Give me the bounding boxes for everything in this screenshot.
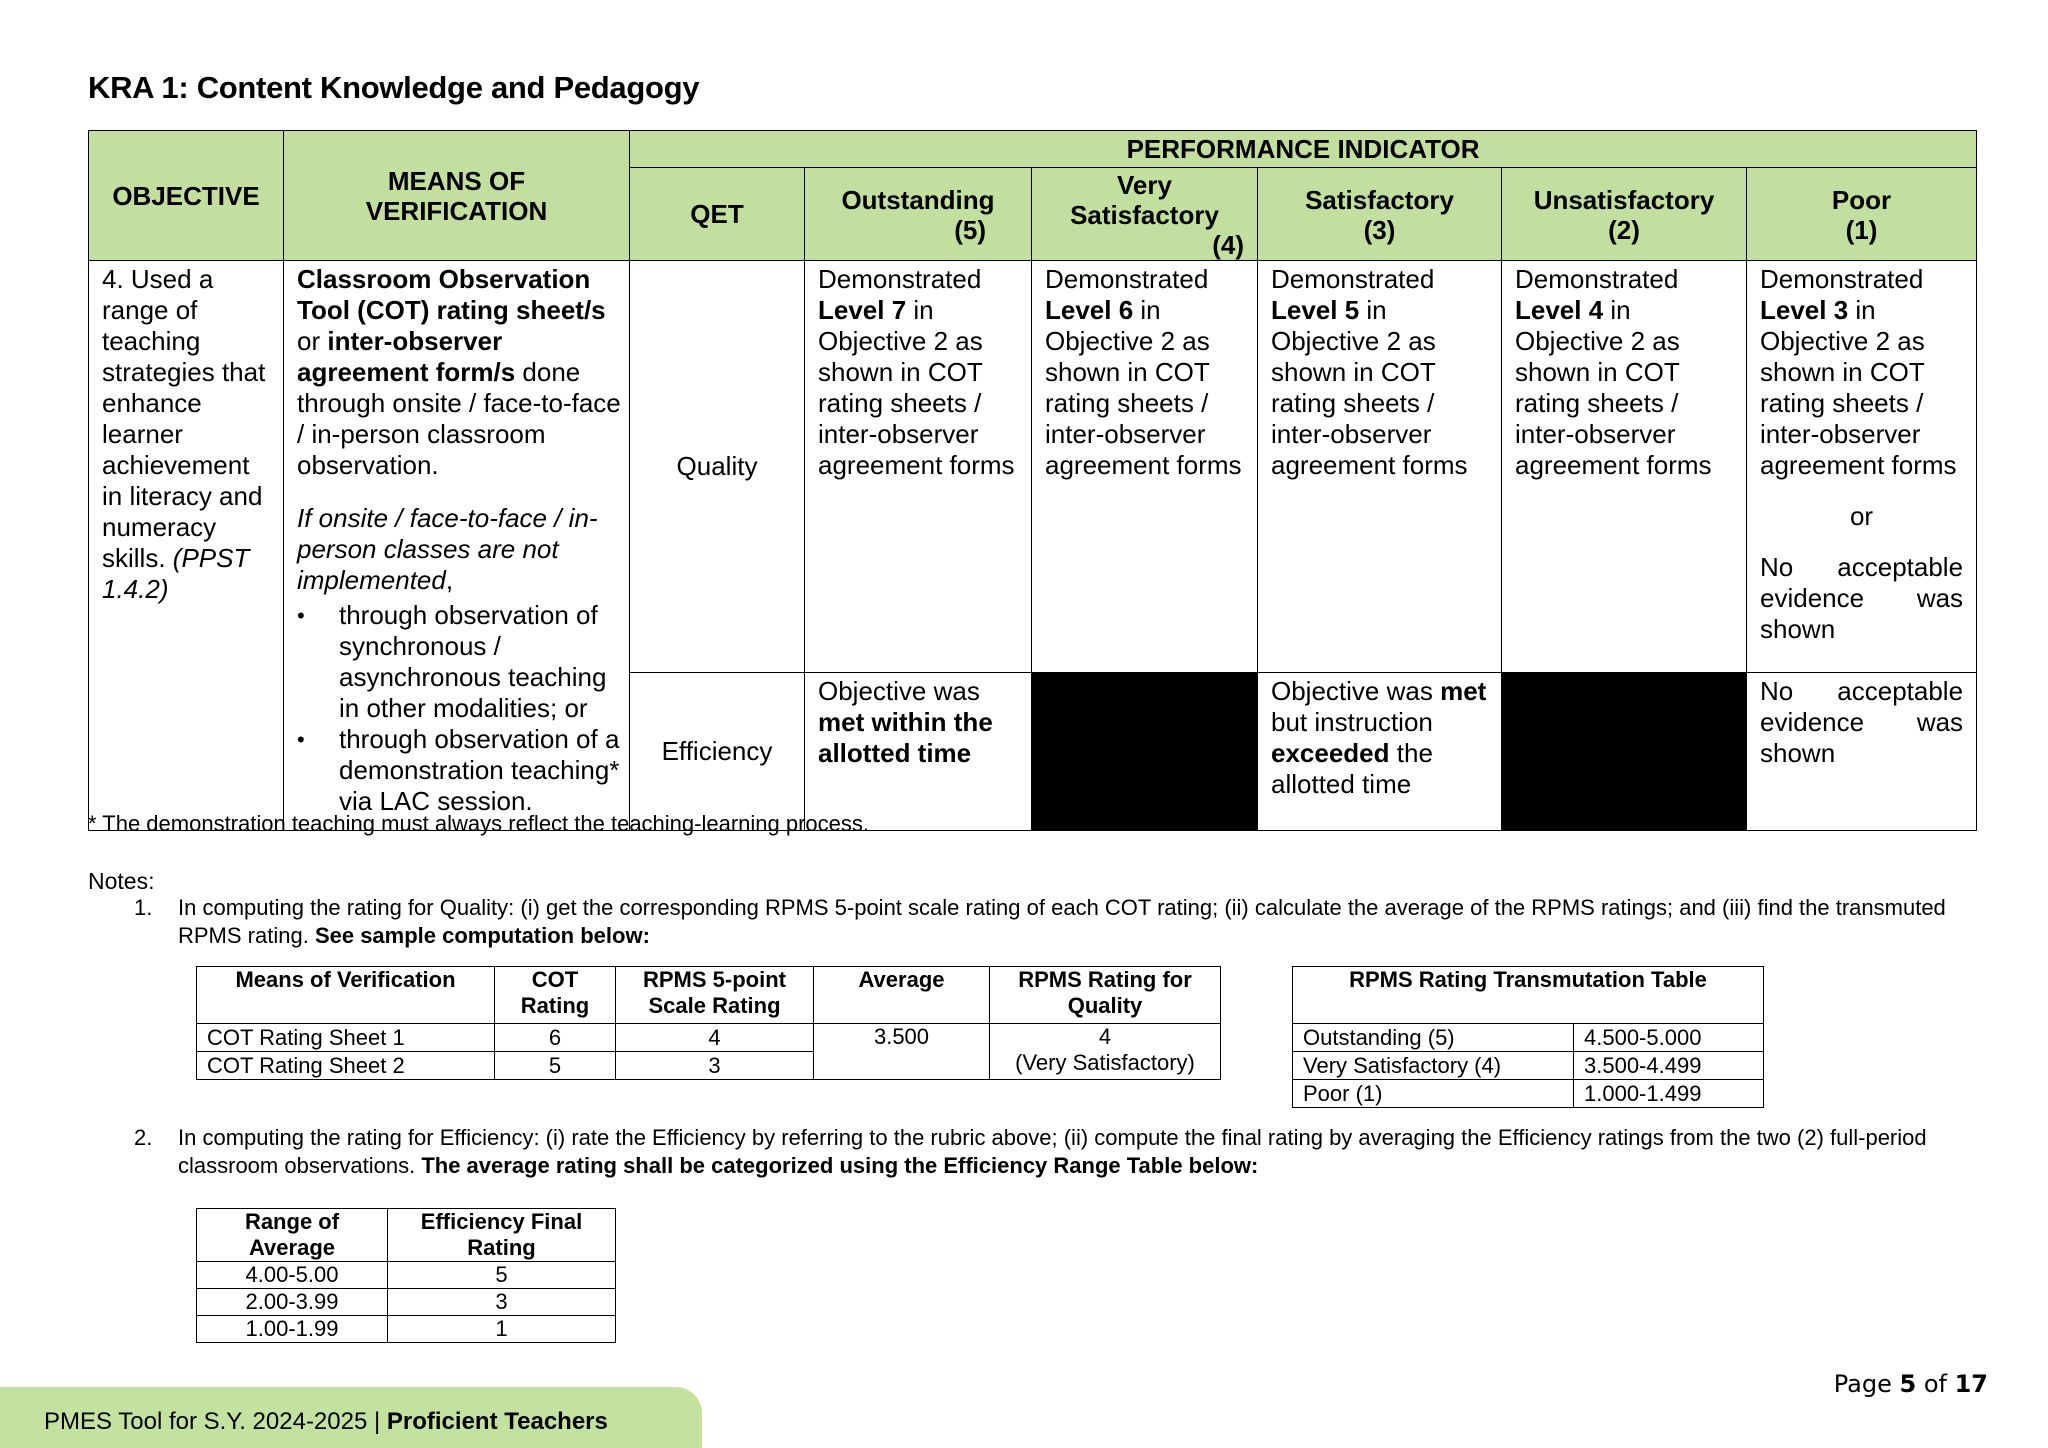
sample-row-1-rpms: 4 bbox=[616, 1024, 814, 1052]
means-bullet-2: • through observation of a demonstration teaching* via LAC session. bbox=[339, 724, 627, 817]
transmutation-row-3-label: Poor (1) bbox=[1293, 1080, 1574, 1108]
note-number: 1. bbox=[134, 895, 153, 920]
transmutation-title: RPMS Rating Transmutation Table bbox=[1293, 967, 1764, 1024]
quality-poor: Demonstrated Level 3 in Objective 2 as shown in COT rating sheets / inter-observer agreement forms or No acceptable evidence was shown bbox=[1747, 261, 1977, 673]
means-cell: Classroom Observation Tool (COT) rating sheet/s or inter-observer agreement form/s done through onsite / face-to-face / in-person classroom observation. If onsite / face-to-face / in- person classes are not implemented, • through observation of synchronous / asynchronous teaching in other modalities; or • through observation of a demonstration teaching* via LAC session. bbox=[284, 261, 630, 831]
header-rating-outstanding: Outstanding (5) bbox=[805, 168, 1032, 261]
efficiency-satisfactory: Objective was met but instruction exceeded the allotted time bbox=[1258, 673, 1502, 831]
efficiency-outstanding: Objective was met within the allotted time bbox=[805, 673, 1032, 831]
sample-header-rpms-quality: RPMS Rating for Quality bbox=[990, 967, 1221, 1024]
quality-very-satisfactory: Demonstrated Level 6 in Objective 2 as shown in COT rating sheets / inter-observer agreement forms bbox=[1032, 261, 1258, 673]
sample-row-2-means: COT Rating Sheet 2 bbox=[197, 1052, 495, 1080]
sample-header-rpms-scale: RPMS 5-point Scale Rating bbox=[616, 967, 814, 1024]
note-number: 2. bbox=[134, 1125, 153, 1150]
header-performance-indicator: PERFORMANCE INDICATOR bbox=[630, 131, 1977, 168]
header-means-of-verification: MEANS OF VERIFICATION bbox=[284, 131, 630, 261]
objective-cell: 4. Used a range of teaching strategies that enhance learner achievement in literacy and numeracy skills. (PPST 1.4.2) bbox=[89, 261, 284, 831]
kra-table bbox=[88, 130, 1977, 831]
notes-label: Notes: bbox=[88, 868, 155, 894]
note-text: In computing the rating for Quality: (i) get the corresponding RPMS 5-point scale rating of each COT rating; (ii) calculate the average of the RPMS ratings; and (iii) find the transmuted RPMS rating. See sample computation below: bbox=[178, 895, 1946, 948]
efficiency-row-2-range: 2.00-3.99 bbox=[197, 1289, 388, 1316]
efficiency-range-table bbox=[196, 1208, 616, 1343]
sample-header-cot-rating: COT Rating bbox=[495, 967, 616, 1024]
sample-rpms-quality: 4 (Very Satisfactory) bbox=[990, 1024, 1221, 1080]
efficiency-unsatisfactory-blackout bbox=[1502, 673, 1747, 831]
efficiency-row-3-final: 1 bbox=[388, 1316, 616, 1343]
qet-efficiency: Efficiency bbox=[630, 673, 805, 831]
sample-computation-table bbox=[196, 966, 1221, 1080]
efficiency-very-satisfactory-blackout bbox=[1032, 673, 1258, 831]
note-text: In computing the rating for Efficiency: (i) rate the Efficiency by referring to the rubric above; (ii) compute the final rating by averaging the Efficiency ratings from the two (2) full-period classroom observations. The average rating shall be categorized using the Efficiency Range Table below: bbox=[178, 1125, 1927, 1178]
transmutation-row-2-range: 3.500-4.499 bbox=[1574, 1052, 1764, 1080]
qet-quality: Quality bbox=[630, 261, 805, 673]
efficiency-row-3-range: 1.00-1.99 bbox=[197, 1316, 388, 1343]
quality-satisfactory: Demonstrated Level 5 in Objective 2 as shown in COT rating sheets / inter-observer agreement forms bbox=[1258, 261, 1502, 673]
footnote: * The demonstration teaching must always reflect the teaching-learning process. bbox=[88, 811, 870, 836]
header-rating-poor: Poor (1) bbox=[1747, 168, 1977, 261]
header-objective: OBJECTIVE bbox=[89, 131, 284, 261]
page-number: Page 5 of 17 bbox=[1833, 1370, 1988, 1398]
header-rating-very-satisfactory: Very Satisfactory (4) bbox=[1032, 168, 1258, 261]
page-title: KRA 1: Content Knowledge and Pedagogy bbox=[88, 70, 700, 105]
transmutation-row-3-range: 1.000-1.499 bbox=[1574, 1080, 1764, 1108]
efficiency-header-range: Range of Average bbox=[197, 1209, 388, 1262]
sample-header-means: Means of Verification bbox=[197, 967, 495, 1024]
sample-header-average: Average bbox=[814, 967, 990, 1024]
quality-outstanding: Demonstrated Level 7 in Objective 2 as shown in COT rating sheets / inter-observer agreement forms bbox=[805, 261, 1032, 673]
efficiency-row-2-final: 3 bbox=[388, 1289, 616, 1316]
transmutation-table bbox=[1292, 966, 1764, 1108]
efficiency-header-final: Efficiency Final Rating bbox=[388, 1209, 616, 1262]
efficiency-poor: No acceptable evidence was shown bbox=[1747, 673, 1977, 831]
means-bullet-list bbox=[297, 600, 627, 817]
sample-row-2-cot: 5 bbox=[495, 1052, 616, 1080]
sample-row-1-cot: 6 bbox=[495, 1024, 616, 1052]
transmutation-row-1-range: 4.500-5.000 bbox=[1574, 1024, 1764, 1052]
footer-text: PMES Tool for S.Y. 2024-2025 | Proficient Teachers bbox=[44, 1408, 608, 1435]
sample-row-1-means: COT Rating Sheet 1 bbox=[197, 1024, 495, 1052]
transmutation-row-2-label: Very Satisfactory (4) bbox=[1293, 1052, 1574, 1080]
header-rating-unsatisfactory: Unsatisfactory (2) bbox=[1502, 168, 1747, 261]
sample-row-2-rpms: 3 bbox=[616, 1052, 814, 1080]
efficiency-row-1-final: 5 bbox=[388, 1262, 616, 1289]
sample-average: 3.500 bbox=[814, 1024, 990, 1080]
quality-unsatisfactory: Demonstrated Level 4 in Objective 2 as shown in COT rating sheets / inter-observer agreement forms bbox=[1502, 261, 1747, 673]
transmutation-row-1-label: Outstanding (5) bbox=[1293, 1024, 1574, 1052]
header-rating-satisfactory: Satisfactory (3) bbox=[1258, 168, 1502, 261]
header-qet: QET bbox=[630, 168, 805, 261]
efficiency-row-1-range: 4.00-5.00 bbox=[197, 1262, 388, 1289]
means-bullet-1: • through observation of synchronous / asynchronous teaching in other modalities; or bbox=[339, 600, 627, 724]
